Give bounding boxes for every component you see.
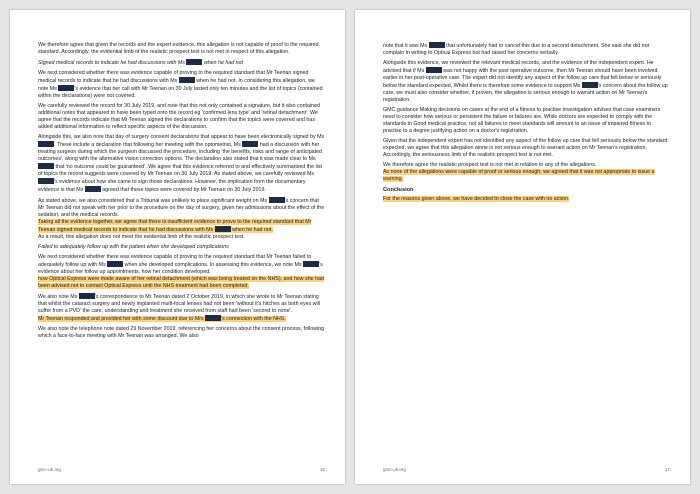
redaction-block — [186, 59, 202, 65]
redaction-block — [269, 197, 285, 203]
footer-site: gmc-uk.org — [38, 467, 61, 472]
redaction-block — [38, 163, 54, 169]
body-paragraph: Mr Teenan responded and provided her with some discount due to Mrs 's connection with the NHS. — [38, 316, 286, 322]
redaction-block — [179, 77, 195, 83]
body-paragraph: As none of the allegations were capable of proof or serious enough, we agreed that it was not appropriate to issue a warning. — [383, 169, 655, 182]
page-footer — [38, 467, 325, 472]
allegation-heading: Failed to adequately follow up with the patient when she developed complications — [38, 244, 229, 250]
body-paragraph: We therefore agree that given the records and the expert evidence, this allegation is not capable of proof to the required standard. Accordingly, the evidential limb of the realistic prospect test is not met in respect of this allegation. — [38, 42, 319, 55]
redaction-block — [107, 261, 123, 267]
page-left — [10, 10, 345, 484]
body-paragraph: Alongside this, we also note that day of surgery consent declarations that appear to have been electronically signed by Ms . These include a declaration that following her meeting with the optometrist, Ms had a discussion with her treating surgeon during which the surgeon discussed the procedure, including 'the benefits, risks and range of anticipated outcomes', along with the alternative vision correction options. The declaration also stated that it was made clear to Ms that 'no outcome could be guaranteed'. We agree that this evidence referred to and effectively summarised the list of topics the record suggests were covered by Mr Teenan on 30 July 2019. As stated above, we carefully reviewed Ms 's evidence about how she came to sign those declarations. However, the implication from the documentary evidence is that Ms agreed that these topics were covered by Mr Teenan on 30 July 2019. — [38, 134, 325, 193]
page-number: 16 — [319, 467, 325, 472]
page-right — [355, 10, 690, 484]
body-paragraph: As stated above, we also considered that a Tribunal was unlikely to place significant weight on Ms 's concern that Mr Teenan did not speak with her prior to the procedure on the day of surgery, given her admissions about the effect of the sedation, and the medical records. — [38, 198, 325, 218]
body-paragraph: We therefore agree the realistic prospect test is not met in relation to any of the allegations. — [383, 162, 597, 168]
redaction-block — [205, 315, 221, 321]
body-paragraph: We carefully reviewed the record for 30 July 2019, and note that this not only contained a signature, but it also contained additional notes that appeared to have been typed onto the record eg 'confirmed lens type' and 'retinal detachment'. We agree that the records indicate that Mr Teenan signed the declarations to confirm that the topics were covered and has added additional information to reflect specific aspects of the discussion. — [38, 103, 320, 130]
document-spread — [10, 10, 690, 484]
redaction-block — [85, 186, 101, 192]
page-number: 17 — [664, 467, 670, 472]
redaction-block — [582, 82, 598, 88]
body-paragraph: how Optical Express were made aware of her retinal detachment (which was being treated on the NHS), and how she had been advised not to contact Optical Express until the NHS treatment had been completed. — [38, 276, 324, 289]
body-paragraph: Alongside this evidence, we reviewed the relevant medical records, and the evidence of the independent expert. He advised that if Ms was not happy with the post operative outcome, then Mr Teenan should have been involved earlier in her post-operative care. The expert did not identify any aspect of the follow up care that fell below or seriously below the standard expected. Whilst there is therefore some evidence to support Ms 's concern about the follow up care, we must also consider whether, if proven, the allegation is serious enough to warrant action on Mr Teenan's registration. — [383, 60, 668, 103]
conclusion-paragraph: For the reasons given above, we have decided to close the case with no action. — [383, 196, 570, 202]
body-paragraph: We also note Ms 's correspondence to Mr Teenan dated 2 October 2019, in which she wrote to Mr Teenan stating that whilst the cataract surgery and newly implanted multi-focal lenses had not been 'without it's hitches as both eyes will suffer from a PVD' the care, understanding and treatment she received from staff had been 'second to none'. — [38, 294, 321, 314]
redaction-block — [58, 85, 74, 91]
section-heading: Conclusion — [383, 187, 414, 193]
body-paragraph: Given that the independent expert has not identified any aspect of the follow up care that fell seriously below the standard expected, we agree that this allegation alone is not serious enough to warrant action on Mr Teenan's registration. Accordingly, the seriousness limb of the realistic prospect test is not met. — [383, 138, 668, 158]
redaction-block — [242, 141, 258, 147]
footer-site: gmc-uk.org — [383, 467, 406, 472]
body-paragraph: note that it was Ms that unfortunately had to cancel this due to a second detachment. She said she did not complain in writing to Optical Express but had raised her concerns verbally. — [383, 43, 650, 56]
redaction-block — [303, 261, 319, 267]
page-right-body — [383, 42, 670, 183]
redaction-block — [79, 293, 95, 299]
body-paragraph: We next considered whether there was evidence capable of proving to the required standard that Mr Teenan failed to adequately follow up with Ms when she developed complications. In assessing this evidence, we note Ms 's evidence about her follow up appointments, how her condition developed, — [38, 254, 323, 275]
redaction-block — [429, 42, 445, 48]
body-paragraph: As a result, this allegation does not meet the evidential limb of the realistic prospect test. — [38, 234, 245, 240]
page-left-body — [38, 42, 325, 340]
body-paragraph: We also note the telephone note dated 29 November 2019, referencing her concerns about the consent process, following which a face-to-face meeting with Mr Teenan was arranged. We also — [38, 326, 325, 339]
redaction-block — [38, 141, 54, 147]
page-footer — [383, 467, 670, 472]
redaction-block — [215, 226, 231, 232]
redaction-block — [426, 67, 442, 73]
redaction-block — [38, 178, 54, 184]
body-paragraph: Taking all the evidence together, we agree that there is insufficient evidence to prove to the required standard that Mr Teenan signed medical records to indicate that he had discussions with Ms when he had not. — [38, 219, 312, 233]
allegation-heading: Signed medical records to indicate he had discussions with Ms when he had not — [38, 60, 244, 66]
body-paragraph: We next considered whether there was evidence capable of proving to the required standard that Mr Teenan signed medical records to indicate that he had discussions with Ms when he had not. In considering this allegation, we note Ms 's evidence that her call with Mr Teenan on 30 July lasted only ten minutes and the list of topics (contained within the declarations) were not covered. — [38, 70, 323, 99]
body-paragraph: GMC guidance Making decisions on cases at the end of a fitness to practise investigation advises that case examiners need to consider how serious or persistent the failure or failures are. While doctors are expected to comply with the standards in Good medical practice, not all failures to meet standards will amount to an issue of impaired fitness to practise to a degree justifying action on a doctor's registration. — [383, 107, 661, 134]
